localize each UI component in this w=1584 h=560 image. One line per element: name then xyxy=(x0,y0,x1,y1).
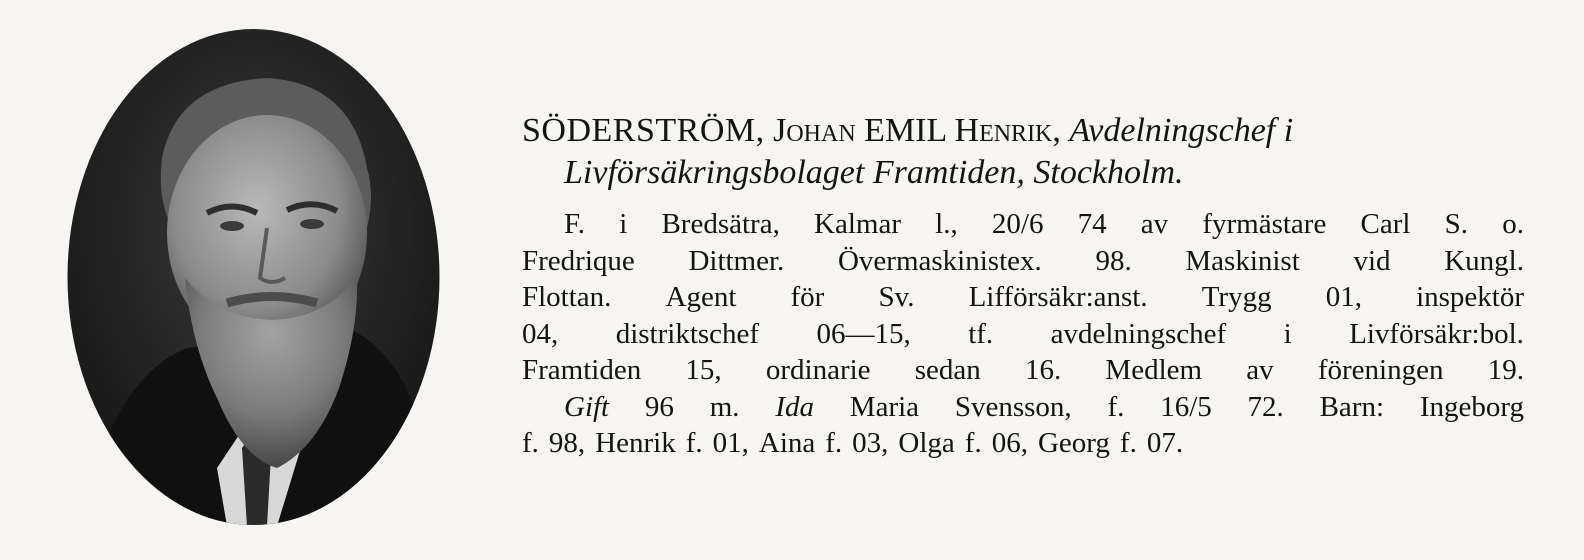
body-line: F. i Bredsätra, Kalmar l., 20/6 74 av fyrmästare Carl S. o. xyxy=(564,208,1524,240)
given-name-called: EMIL xyxy=(864,112,947,149)
occupation-line-1: Avdelningschef i xyxy=(1069,112,1294,149)
biography-entry xyxy=(522,110,1524,462)
occupation-line-2: Livförsäkringsbolaget Framtiden, Stockholm. xyxy=(564,154,1184,191)
body-line: Fredrique Dittmer. Övermaskinistex. 98. Maskinist vid Kungl. xyxy=(522,244,1524,277)
portrait-oval xyxy=(67,28,440,526)
body-line: Gift 96 m. Ida Maria Svensson, f. 16/5 72. Barn: Ingeborg xyxy=(564,390,1524,423)
given-name-last: Henrik, xyxy=(954,112,1061,149)
surname: SÖDERSTRÖM, xyxy=(522,112,765,149)
body-line: Framtiden 15, ordinarie sedan 16. Medlem av föreningen 19. xyxy=(522,354,1524,386)
biography-body xyxy=(522,206,1524,462)
entry-heading xyxy=(522,110,1524,152)
given-name-first: Johan xyxy=(773,112,856,149)
body-line: Flottan. Agent för Sv. Lifförsäkr:anst. Trygg 01, inspektör xyxy=(522,281,1524,313)
body-line: f. 98, Henrik f. 01, Aina f. 03, Olga f. 06, Georg f. 07. xyxy=(522,427,1184,459)
portrait-photo xyxy=(67,28,440,526)
body-line: 04, distriktschef 06—15, tf. avdelningschef i Livförsäkr:bol. xyxy=(522,317,1524,350)
